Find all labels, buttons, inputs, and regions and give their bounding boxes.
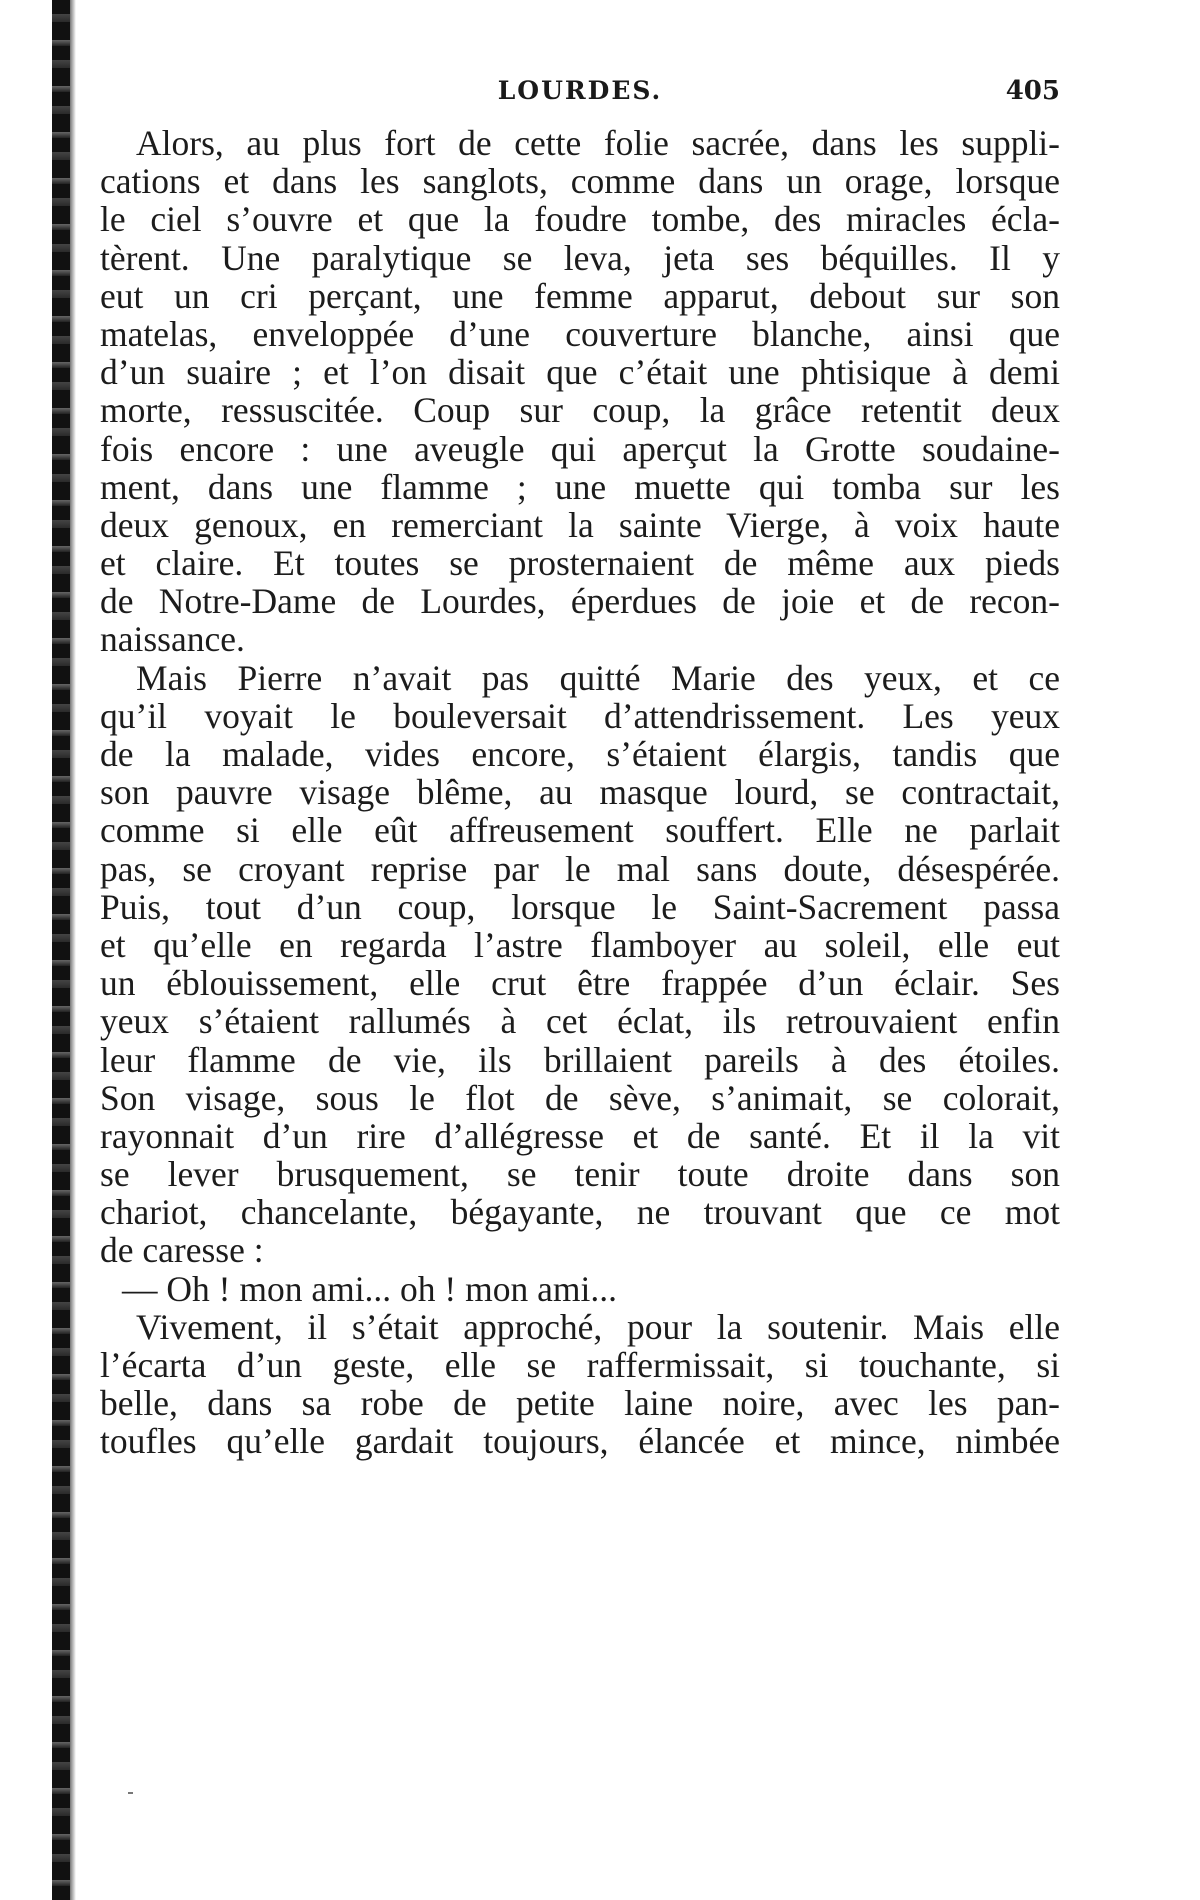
text-line: tèrent. Une paralytique se leva, jeta ses béquilles. Il y xyxy=(100,237,1060,278)
text-line: morte, ressuscitée. Coup sur coup, la grâce retentit deux xyxy=(100,390,1060,431)
text-line: belle, dans sa robe de petite laine noire, avec les pan- xyxy=(100,1383,1060,1424)
text-line: d’un suaire ; et l’on disait que c’était une phtisique à demi xyxy=(100,352,1060,393)
text-line: Vivement, il s’était approché, pour la soutenir. Mais elle xyxy=(136,1306,1060,1347)
text-line: toufles qu’elle gardait toujours, élancée et mince, nimbée xyxy=(100,1421,1060,1462)
text-line: et qu’elle en regarda l’astre flamboyer au soleil, elle eut xyxy=(100,924,1060,965)
text-line: fois encore : une aveugle qui aperçut la Grotte soudaine- xyxy=(100,428,1060,469)
text-line: leur flamme de vie, ils brillaient pareils à des étoiles. xyxy=(100,1039,1060,1080)
page-header xyxy=(100,76,1060,116)
text-line: naissance. xyxy=(100,619,245,660)
text-line: qu’il voyait le bouleversait d’attendrissement. Les yeux xyxy=(100,695,1060,736)
running-title: LOURDES. xyxy=(497,76,663,105)
text-line: de caresse : xyxy=(100,1230,264,1271)
text-line: Mais Pierre n’avait pas quitté Marie des yeux, et ce xyxy=(136,657,1060,698)
text-line: Puis, tout d’un coup, lorsque le Saint-Sacrement passa xyxy=(100,886,1060,927)
text-line: l’écarta d’un geste, elle se raffermissait, si touchante, si xyxy=(100,1345,1060,1385)
scan-speck xyxy=(128,1792,133,1794)
text-line: Son visage, sous le flot de sève, s’animait, se colorait, xyxy=(100,1077,1060,1118)
text-line: pas, se croyant reprise par le mal sans doute, désespérée. xyxy=(100,848,1060,889)
text-line: cations et dans les sanglots, comme dans un orage, lorsque xyxy=(100,161,1060,202)
text-line: son pauvre visage blême, au masque lourd, se contractait, xyxy=(100,772,1060,813)
text-line: chariot, chancelante, bégayante, ne trouvant que ce mot xyxy=(100,1192,1060,1233)
text-line: deux genoux, en remerciant la sainte Vierge, à voix haute xyxy=(100,504,1060,545)
text-line: eut un cri perçant, une femme apparut, debout sur son xyxy=(100,275,1060,316)
binding-shadow xyxy=(52,0,74,1900)
text-line: et claire. Et toutes se prosternaient de même aux pieds xyxy=(100,543,1060,584)
text-line: yeux s’étaient rallumés à cet éclat, ils retrouvaient enfin xyxy=(100,1001,1060,1042)
text-line: Alors, au plus fort de cette folie sacrée, dans les suppli- xyxy=(136,123,1060,163)
text-line: se lever brusquement, se tenir toute droite dans son xyxy=(100,1154,1060,1195)
text-line: le ciel s’ouvre et que la foudre tombe, des miracles écla- xyxy=(100,199,1060,240)
text-line: ment, dans une flamme ; une muette qui tomba sur les xyxy=(100,466,1060,507)
text-line: un éblouissement, elle crut être frappée d’un éclair. Ses xyxy=(100,963,1060,1004)
page-number: 405 xyxy=(1005,76,1060,106)
body-text xyxy=(100,124,1060,1461)
text-line: matelas, enveloppée d’une couverture blanche, ainsi que xyxy=(100,313,1060,354)
dialogue-line: — Oh ! mon ami... oh ! mon ami... xyxy=(122,1268,617,1309)
text-line: rayonnait d’un rire d’allégresse et de santé. Et il la vit xyxy=(100,1115,1060,1156)
text-line: de Notre-Dame de Lourdes, éperdues de joie et de recon- xyxy=(100,581,1060,622)
text-line: comme si elle eût affreusement souffert. Elle ne parlait xyxy=(100,810,1060,851)
text-line: de la malade, vides encore, s’étaient élargis, tandis que xyxy=(100,734,1060,774)
